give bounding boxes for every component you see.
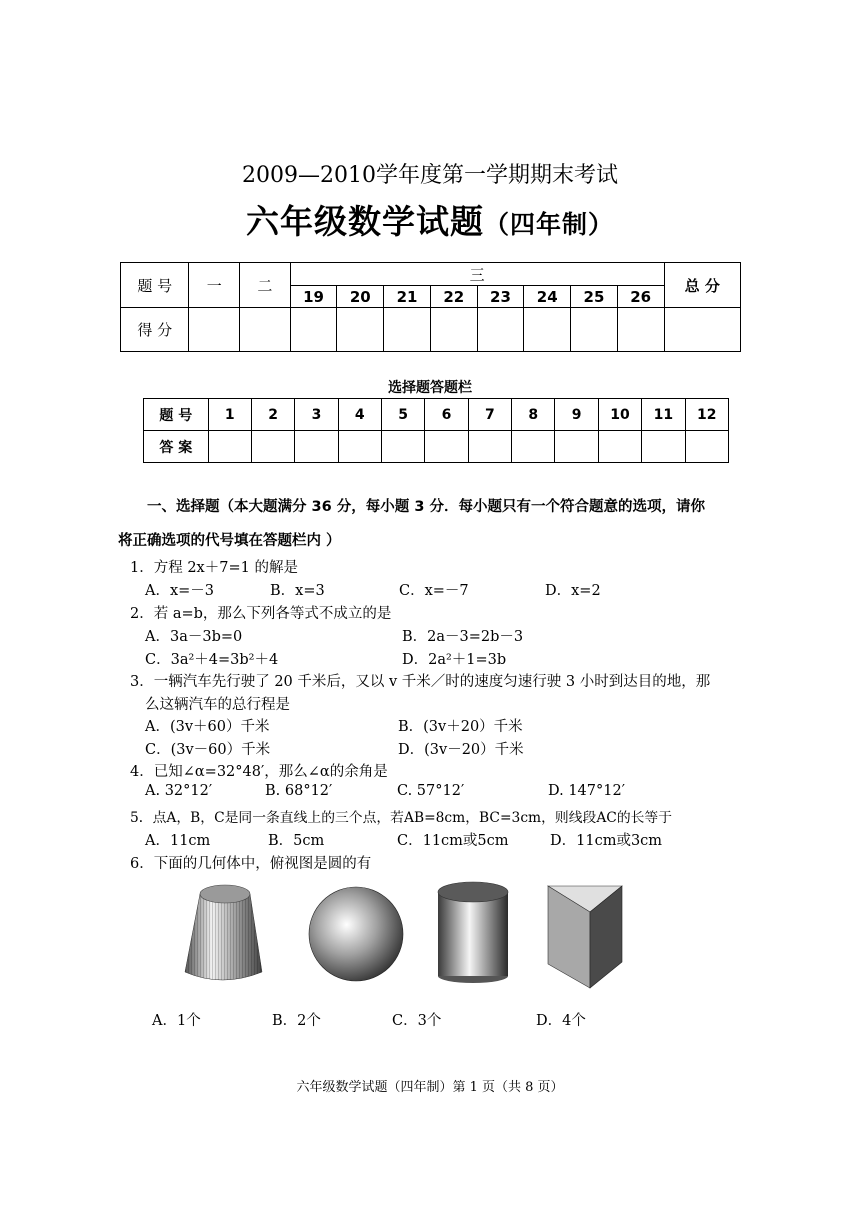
score-sub-24: 24: [524, 286, 571, 308]
score-cell[interactable]: [337, 308, 384, 352]
q4-option-d: D. 147°12′: [548, 783, 625, 799]
q2-option-b: B．2a－3=2b－3: [402, 629, 524, 645]
q3-stem-line1: 3．一辆汽车先行驶了 20 千米后，又以 v 千米／时的速度匀速行驶 3 小时到达目的地，那: [130, 674, 711, 690]
answer-number: 6: [425, 399, 468, 431]
q2-option-c: C．3a²＋4=3b²＋4: [145, 652, 279, 668]
answer-cell[interactable]: [512, 431, 555, 463]
q5-option-d: D．11cm或3cm: [550, 833, 663, 849]
q3-option-d: D．(3v－20）千米: [398, 742, 524, 758]
q1-option-d: D．x=2: [545, 583, 601, 599]
q2-option-d: D．2a²＋1=3b: [402, 652, 507, 668]
q4-option-c: C. 57°12′: [397, 783, 465, 799]
q5-stem: 5．点A，B，C是同一条直线上的三个点，若AB=8cm，BC=3cm，则线段AC的长等于: [130, 810, 673, 826]
q2-stem: 2．若 a=b，那么下列各等式不成立的是: [130, 606, 392, 622]
q5-option-b: B．5cm: [268, 833, 325, 849]
cylinder-figure: [438, 882, 508, 983]
answer-cell[interactable]: [295, 431, 338, 463]
q6-option-a: A．1个: [152, 1013, 201, 1029]
score-sub-21: 21: [384, 286, 431, 308]
q4-option-b: B. 68°12′: [265, 783, 333, 799]
page-footer: 六年级数学试题（四年制）第 1 页（共 8 页）: [296, 1080, 564, 1095]
answer-number: 2: [251, 399, 294, 431]
score-sub-25: 25: [571, 286, 618, 308]
answer-table: [143, 398, 729, 463]
score-cell[interactable]: [384, 308, 431, 352]
score-row-label: 得 分: [121, 308, 189, 352]
exam-subtitle: 2009—2010学年度第一学期期末考试: [242, 163, 618, 188]
q4-option-a: A. 32°12′: [145, 783, 213, 799]
score-sub-23: 23: [477, 286, 524, 308]
answer-number: 7: [468, 399, 511, 431]
q5-option-a: A．11cm: [145, 833, 211, 849]
q4-stem: 4．已知∠α=32°48′，那么∠α的余角是: [130, 764, 388, 780]
score-total-cell[interactable]: [664, 308, 740, 352]
answer-number: 3: [295, 399, 338, 431]
q6-option-c: C．3个: [392, 1013, 442, 1029]
q1-option-c: C．x=－7: [399, 583, 469, 599]
answer-cell[interactable]: [598, 431, 641, 463]
solid-figures: [170, 876, 640, 996]
q2-option-a: A．3a－3b=0: [145, 629, 243, 645]
answer-cell[interactable]: [208, 431, 251, 463]
score-cell[interactable]: [571, 308, 618, 352]
answer-number: 4: [338, 399, 381, 431]
score-table: [120, 262, 741, 352]
answer-number: 1: [208, 399, 251, 431]
answer-cell[interactable]: [338, 431, 381, 463]
answer-header-label: 题 号: [144, 399, 209, 431]
exam-title-main: 六年级数学试题: [245, 202, 484, 241]
score-col-2: 二: [240, 263, 291, 308]
score-cell[interactable]: [430, 308, 477, 352]
score-total-label: 总 分: [664, 263, 740, 308]
frustum-figure: [185, 885, 262, 980]
section-instructions-line1: 一、选择题（本大题满分 36 分，每小题 3 分．每小题只有一个符合题意的选项，请你: [147, 499, 705, 515]
prism-figure: [548, 886, 622, 988]
answer-number: 9: [555, 399, 598, 431]
exam-title: [0, 196, 860, 243]
answer-row-label: 答 案: [144, 431, 209, 463]
answer-number: 8: [512, 399, 555, 431]
answer-number: 12: [685, 399, 729, 431]
answer-cell[interactable]: [425, 431, 468, 463]
q6-stem: 6．下面的几何体中，俯视图是圆的有: [130, 856, 372, 872]
q5-option-c: C．11cm或5cm: [397, 833, 509, 849]
q3-option-a: A．(3v＋60）千米: [145, 719, 270, 735]
exam-title-sub: （四年制）: [483, 210, 614, 239]
answer-cell[interactable]: [468, 431, 511, 463]
score-col-1: 一: [189, 263, 240, 308]
answer-cell[interactable]: [555, 431, 598, 463]
q6-option-d: D．4个: [536, 1013, 586, 1029]
sphere-figure: [309, 887, 403, 981]
score-cell[interactable]: [240, 308, 291, 352]
q1-option-b: B．x=3: [270, 583, 325, 599]
answer-cell[interactable]: [685, 431, 729, 463]
section-instructions-line2: 将正确选项的代号填在答题栏内 ）: [118, 533, 341, 549]
score-sub-20: 20: [337, 286, 384, 308]
answer-number: 5: [381, 399, 424, 431]
answer-number: 10: [598, 399, 641, 431]
score-cell[interactable]: [189, 308, 240, 352]
q1-stem: 1．方程 2x＋7=1 的解是: [130, 560, 298, 576]
answer-cell[interactable]: [251, 431, 294, 463]
answer-table-caption: 选择题答题栏: [388, 380, 472, 396]
score-cell[interactable]: [524, 308, 571, 352]
q6-option-b: B．2个: [272, 1013, 321, 1029]
q3-stem-line2: 么这辆汽车的总行程是: [145, 697, 290, 713]
score-cell[interactable]: [617, 308, 664, 352]
q3-option-b: B．(3v＋20）千米: [398, 719, 523, 735]
answer-number: 11: [642, 399, 685, 431]
score-sub-26: 26: [617, 286, 664, 308]
score-sub-19: 19: [290, 286, 337, 308]
score-col-3: 三: [290, 263, 664, 286]
answer-cell[interactable]: [642, 431, 685, 463]
score-header-label: 题 号: [121, 263, 189, 308]
answer-cell[interactable]: [381, 431, 424, 463]
score-cell[interactable]: [477, 308, 524, 352]
q1-option-a: A．x=－3: [145, 583, 215, 599]
score-cell[interactable]: [290, 308, 337, 352]
q3-option-c: C．(3v－60）千米: [145, 742, 271, 758]
score-sub-22: 22: [430, 286, 477, 308]
